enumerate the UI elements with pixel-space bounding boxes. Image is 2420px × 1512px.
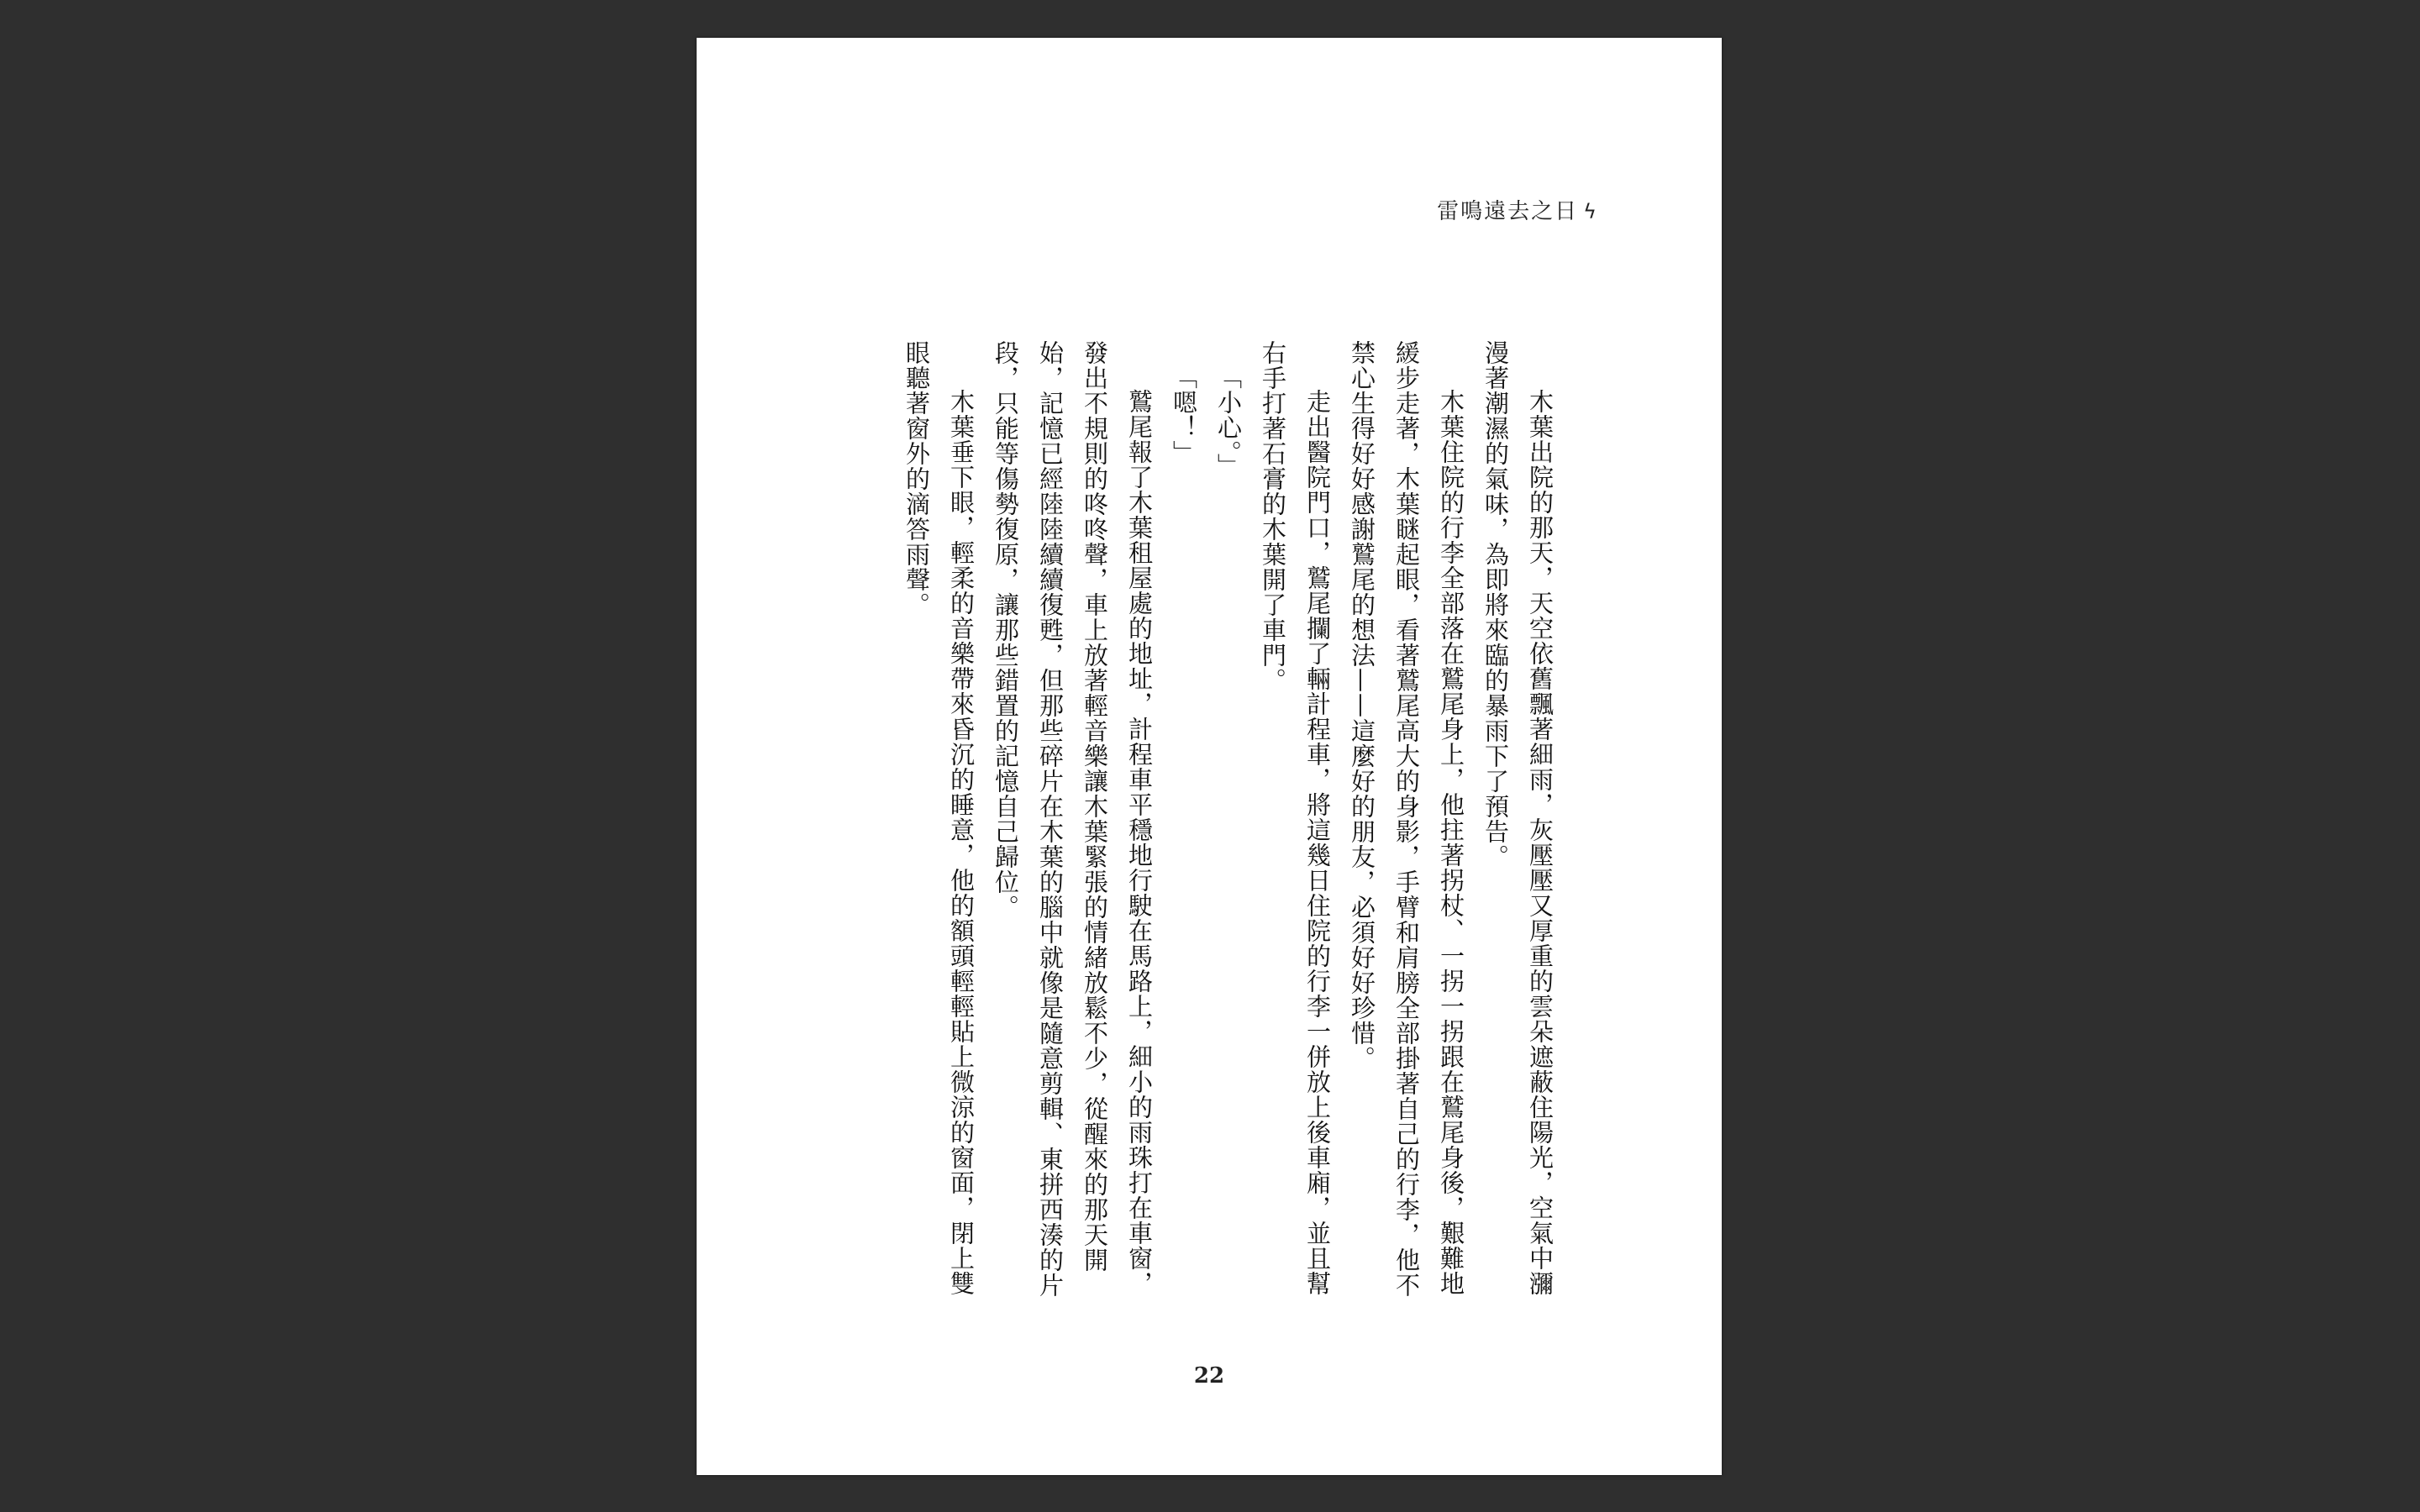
paragraph: 走出醫院門口，鷲尾攔了輛計程車，將這幾日住院的行李一併放上後車廂，並且幫右手打著石膏的木葉開了車門。 xyxy=(1259,340,1332,1296)
paragraph: 木葉垂下眼，輕柔的音樂帶來昏沉的睡意，他的額頭輕輕貼上微涼的窗面，閉上雙眼聽著窗外的滴答雨聲。 xyxy=(902,340,976,1296)
paragraph: 鷲尾報了木葉租屋處的地址，計程車平穩地行駛在馬路上，細小的雨珠打在車窗，發出不規則的咚咚聲，車上放著輕音樂讓木葉緊張的情緒放鬆不少，從醒來的那天開始，記憶已經陸陸續續復甦，但那些碎片在木葉的腦中就像是隨意剪輯、東拼西湊的片段，只能等傷勢復原，讓那些錯置的記憶自己歸位。 xyxy=(992,340,1154,1298)
running-header xyxy=(1437,194,1598,225)
book-page xyxy=(697,38,1722,1475)
header-title: 雷鳴遠去之日 xyxy=(1437,199,1579,224)
paragraph: 木葉出院的那天，天空依舊飄著細雨，灰壓壓又厚重的雲朵遮蔽住陽光，空氣中瀰漫著潮濕的氣味，為即將來臨的暴雨下了預告。 xyxy=(1481,340,1555,1296)
lightning-icon: ϟ xyxy=(1583,200,1598,223)
paragraph: 木葉住院的行李全部落在鷲尾身上，他拄著拐杖、一拐一拐跟在鷲尾身後，艱難地緩步走著，木葉瞇起眼，看著鷲尾高大的身影，手臂和肩膀全部掛著自己的行李，他不禁心生得好好感謝鷲尾的想法——這麼好的朋友，必須好好珍惜。 xyxy=(1348,340,1465,1298)
dialogue-line: 「小心。」 xyxy=(1214,365,1243,479)
dialogue-line: 「嗯！」 xyxy=(1170,365,1198,465)
page-number: 22 xyxy=(1193,1363,1225,1389)
body-text xyxy=(823,340,1562,1298)
